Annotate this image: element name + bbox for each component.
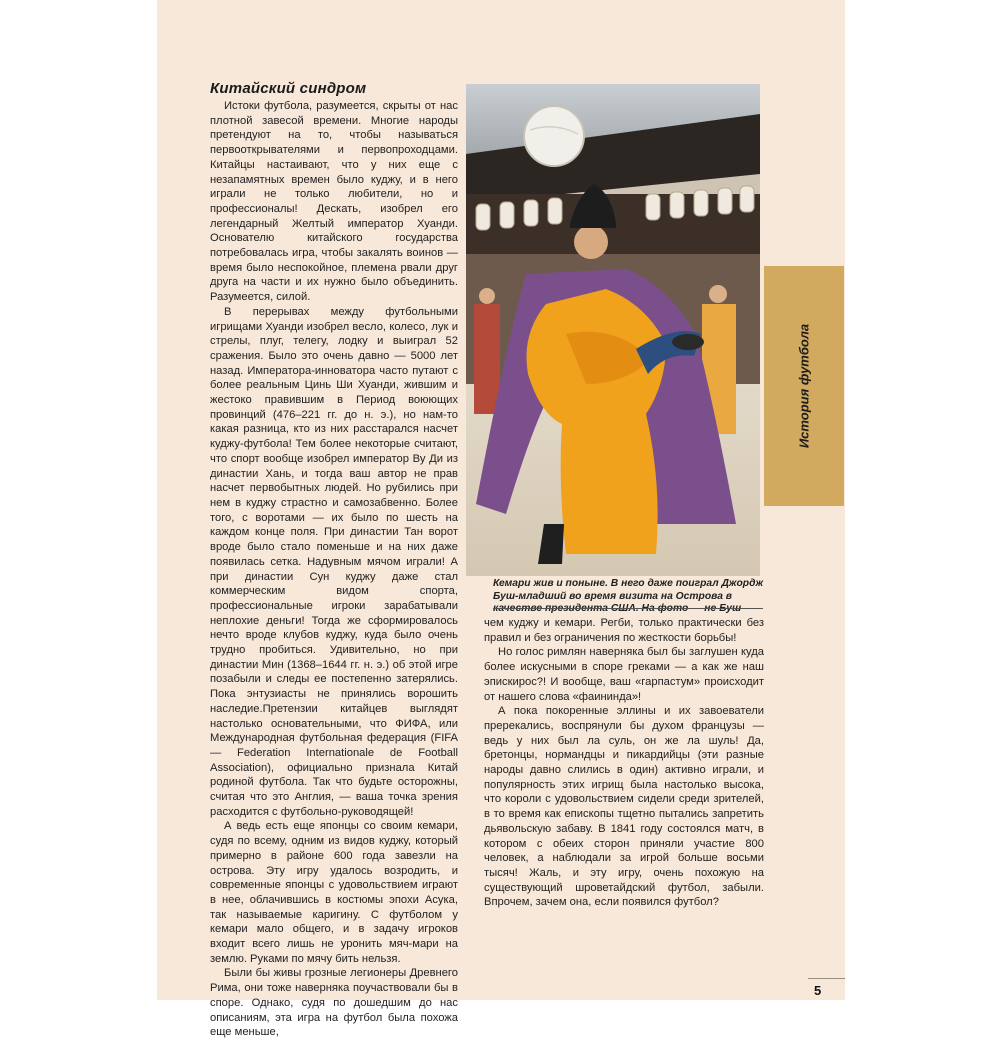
folio-divider — [808, 978, 845, 979]
section-tab-label: История футбола — [796, 323, 812, 449]
caption-divider — [493, 608, 763, 609]
right-text-column — [484, 616, 764, 910]
paragraph: Истоки футбола, разумеется, скрыты от нас плотной завесой времени. Многие народы претендуют на то, чтобы называться первооткрывателями и первопроходцами. Китайцы настаивают, что у них еще с незапамятных времен было куджу, и в него играли не только любители, но и профессионалы! Дескать, изобрел его легендарный Желтый император Хуанди. Основателю китайского государства потребовалась игра, чтобы закалять воинов — время было неспокойное, племена рвали друг друга на части и их нужно было объединить. Разумеется, силой. — [210, 100, 458, 304]
paragraph: В перерывах между футбольными игрищами Хуанди изобрел весло, колесо, лук и стрелы, плуг, телегу, лодку и выиграл 52 сражения. Было это очень давно — 5000 лет назад. Императора-инноватора часто путают с более реальным Цинь Ши Хуанди, жившим и жестоко правившим в Период воюющих провинций (476–221 гг. до н. э.), но нам-то какая разница, кто из них расстарался насчет куджу-футбола! Тем более некоторые считают, что спорт вообще изобрел император Ву Ди из династии Хань, и тогда ваш автор не прав насчет первобытных людей. Но рубились при нем в куджу страстно и самозабвенно. Более того, с воротами — их было по шесть на каждом конце поля. При династии Тан ворот вроде было стало поменьше и на них даже появилась сетка. Надувным мячом играли! А при династии Сун куджу даже стал коммерческим видом спорта, профессиональные игроки зарабатывали неплохие деньги! Тогда же сформировалось нечто вроде клубов куджу, куда было очень трудно пробиться. Удивительно, но при династии Мин (1368–1644 гг. н. э.) об этой игре позабыли и следы ее постепенно затерялись. Пока энтузиасты не принялись ворошить наследие.Претензии китайцев выглядят настолько основательными, что ФИФА, или Международная футбольная федерация (FIFA — Federation Internationale de Football Association), официально признала Китай родиной футбола. Так что будьте осторожны, считая что это Англия, — ваша точка зрения расходится с футбольно-руководящей! — [210, 305, 458, 818]
paragraph: А ведь есть еще японцы со своим кемари, судя по всему, одним из видов куджу, который примерно в районе 600 года завезли на острова. Эту игру удалось возродить, и современные японцы с удовольствием играют в нее, облачившись в костюмы эпохи Асука, так называемые каригину. С футболом у кемари мало общего, и в задачу игроков входит всего лишь не уронить мяч-мари на землю. Руками по мячу бить нельзя. — [210, 820, 458, 965]
photo-caption: Кемари жив и поныне. В него даже поиграл Джордж Буш-младший во время визита на Острова в — [493, 578, 764, 602]
page-number: 5 — [814, 983, 822, 998]
paragraph: А пока покоренные эллины и их завоеватели пререкались, воспрянули бы духом французы — ведь у них был ла суль, он же ла шуль! Да, бретонцы, нормандцы и пикардийцы (эти разные народы давно слились в один) активно играли, и популярность этих игрищ была настолько высока, что короли с удовольствием сидели среди зрителей, в то время как епископы тщетно пытались запретить дьявольскую забаву. В 1841 году состоялся матч, в котором с обеих сторон приняли участие 800 человек, а наблюдали за игрой больше восьми тысяч! Жаль, и эту игру, очень похожую на существующий шроветайдский футбол, забыли. Впрочем, зачем она, если появился футбол? — [484, 705, 764, 909]
paragraph: чем куджу и кемари. Регби, только практически без правил и без ограничения по жесткости борьбы! — [484, 617, 764, 644]
kemari-player-photo — [466, 84, 760, 576]
photo-illustration — [466, 84, 760, 576]
left-text-column — [210, 99, 458, 1040]
paragraph: Были бы живы грозные легионеры Древнего Рима, они тоже наверняка поучаствовали бы в споре. Однако, судя по дошедшим до нас описаниям, эта игра на футбол была похожа еще меньше, — [210, 967, 458, 1039]
article-title: Китайский синдром — [210, 80, 367, 97]
paragraph: Но голос римлян наверняка был бы заглушен куда более искусными в споре греками — а как же наш эпискирос?! И вообще, ваш «гарпастум» происходит от нашего слова «фаининда»! — [484, 646, 764, 703]
